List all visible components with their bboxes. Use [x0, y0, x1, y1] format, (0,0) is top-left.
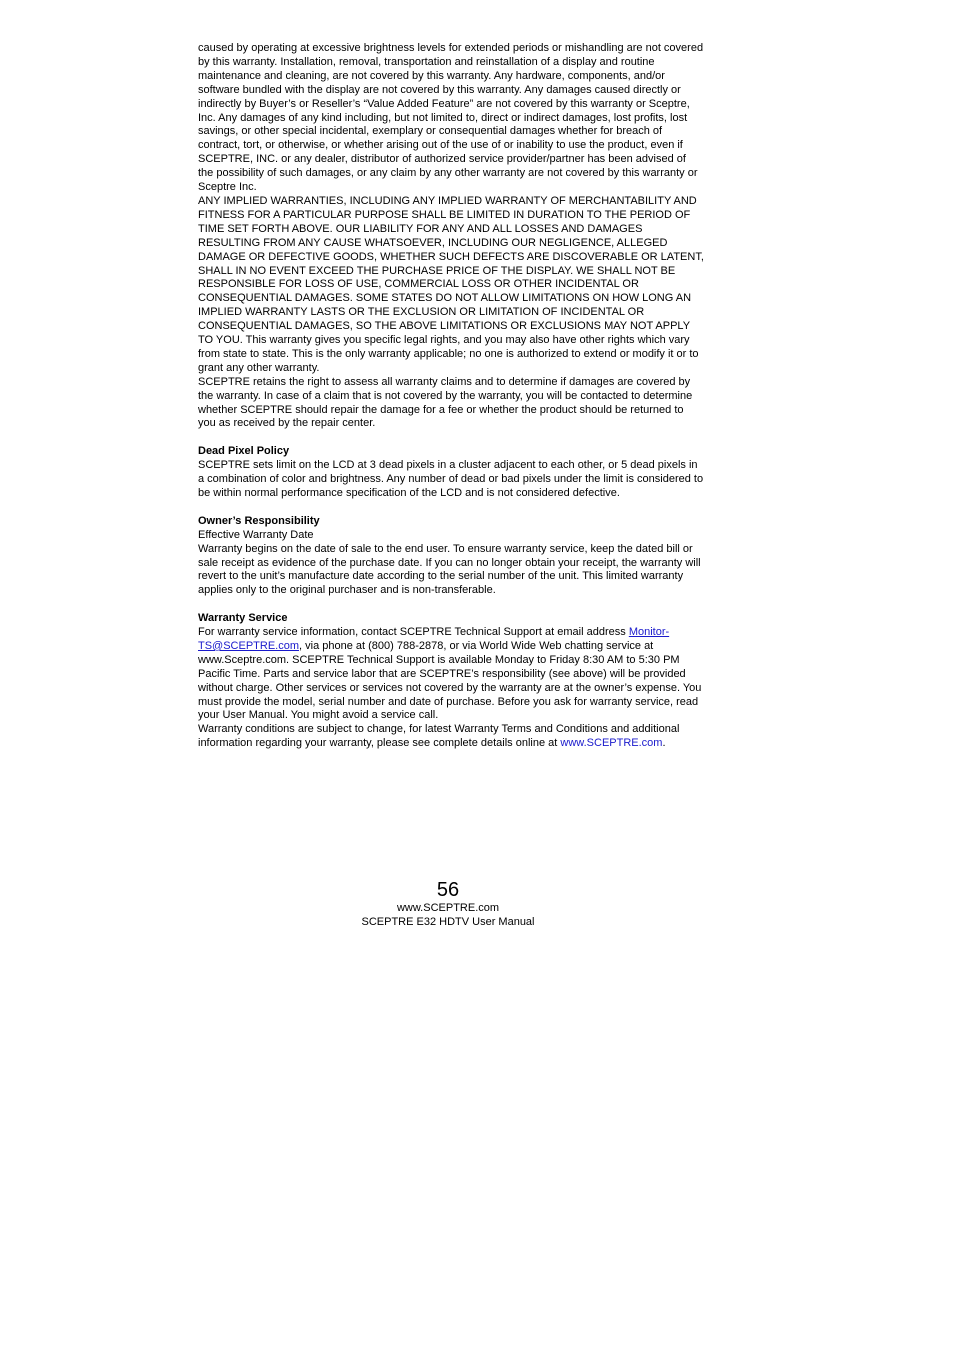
- effective-warranty-date-subheading: Effective Warranty Date: [198, 528, 314, 541]
- conditions-period: .: [662, 737, 666, 750]
- footer-manual-title: SCEPTRE E32 HDTV User Manual: [361, 915, 535, 928]
- implied-warranties-paragraph: ANY IMPLIED WARRANTIES, INCLUDING ANY IMPLIED WARRANTY OF MERCHANTABILITY AND FITNESS FOR A PARTICULAR PURPOSE SHALL BE LIMITED IN DURATION TO THE PERIOD OF TIME SET FORTH ABOVE. OUR LIABILITY FOR ANY AND ALL LOSSES AND DAMAGES RESULTING FROM ANY CAUSE WHATSOEVER, INCLUDING OUR NEGLIGENCE, ALLEGED DAMAGE OR DEFECTIVE GOODS, WHETHER SUCH DEFECTS ARE DISCOVERABLE OR LATENT, SHALL IN NO EVENT EXCEED THE PURCHASE PRICE OF THE DISPLAY. WE SHALL NOT BE RESPONSIBLE FOR LOSS OF USE, COMMERCIAL LOSS OR OTHER INCIDENTAL OR CONSEQUENTIAL DAMAGES. SOME STATES DO NOT ALLOW LIMITATIONS ON HOW LONG AN IMPLIED WARRANTY LASTS OR THE EXCLUSION OR LIMITATION OF INCIDENTAL OR CONSEQUENTIAL DAMAGES, SO THE ABOVE LIMITATIONS OR EXCLUSIONS MAY NOT APPLY TO YOU. This warranty gives you specific legal rights, and you may also have other rights which vary from state to state. This is the only warranty applicable; no one is authorized to extend or modify it or to grant any other warranty.: [198, 194, 704, 374]
- service-intro-text: For warranty service information, contact SCEPTRE Technical Support at email address: [198, 626, 629, 639]
- page-number: 56: [436, 879, 460, 901]
- document-body: [198, 42, 704, 751]
- warranty-service-paragraph: [198, 626, 704, 723]
- support-email-link[interactable]: Monitor-TS@SCEPTRE.com: [198, 626, 670, 652]
- dead-pixel-heading: Dead Pixel Policy: [198, 445, 290, 458]
- owner-responsibility-heading: Owner’s Responsibility: [198, 514, 320, 527]
- sceptre-website-link[interactable]: www.SCEPTRE.com: [560, 737, 663, 750]
- service-details-text: , via phone at (800) 788-2878, or via World Wide Web chatting service at www.Sceptre.com. SCEPTRE Technical Support is available Monday to Friday 8:30 AM to 5:30 PM Pacific Time. Parts and service labor that are SCEPTRE’s responsibility (see above) will be provided without charge. Other services or services not covered by the warranty are at the owner’s expense. You must provide the model, serial number and date of purchase. Before you ask for warranty service, read your User Manual. You might avoid a service call.: [198, 639, 702, 722]
- section-spacer: [198, 598, 704, 612]
- warranty-continued-paragraph: caused by operating at excessive brightness levels for extended periods or mishandling are not covered by this warranty. Installation, removal, transportation and reinstallation of a display and routine maintenance and cleaning, are not covered by this warranty. Any hardware, components, and/or software bundled with the display are not covered by this warranty. Any damages caused directly or indirectly by Buyer’s or Reseller’s “Value Added Feature” are not covered by this warranty or Sceptre, Inc. Any damages of any kind including, but not limited to, direct or indirect damages, lost profits, lost savings, or other special incidental, exemplary or consequential damages whether for breach of contract, tort, or otherwise, or whether arising out of the use of or inability to use the product, even if SCEPTRE, INC. or any dealer, distributor of authorized service provider/partner has been advised of the possibility of such damages, or any claim by any other warranty are not covered by this warranty or Sceptre Inc.: [198, 42, 704, 194]
- section-spacer: [198, 431, 704, 445]
- footer-website: www.SCEPTRE.com: [396, 902, 500, 914]
- warranty-conditions-paragraph: [198, 723, 704, 751]
- page-footer: [198, 878, 698, 929]
- section-spacer: [198, 501, 704, 515]
- warranty-service-heading: Warranty Service: [198, 612, 288, 625]
- owner-responsibility-paragraph: Warranty begins on the date of sale to the end user. To ensure warranty service, keep the dated bill or sale receipt as evidence of the purchase date. If you can no longer obtain your receipt, the warranty will revert to the unit’s manufacture date according to the serial number of the unit. This limited warranty applies only to the original purchaser and is non-transferable.: [198, 542, 701, 597]
- conditions-text: Warranty conditions are subject to change, for latest Warranty Terms and Conditions and additional information regarding your warranty, please see complete details online at: [198, 723, 680, 750]
- dead-pixel-paragraph: SCEPTRE sets limit on the LCD at 3 dead pixels in a cluster adjacent to each other, or 5 dead pixels in a combination of color and brightness. Any number of dead or bad pixels under the limit is considered to be within normal performance specification of the LCD and is not considered defective.: [198, 459, 704, 499]
- assessment-paragraph: SCEPTRE retains the right to assess all warranty claims and to determine if damages are covered by the warranty. In case of a claim that is not covered by the warranty, you will be contacted to determine whether SCEPTRE should repair the damage for a fee or whether the product should be returned to you as received by the repair center.: [198, 375, 693, 430]
